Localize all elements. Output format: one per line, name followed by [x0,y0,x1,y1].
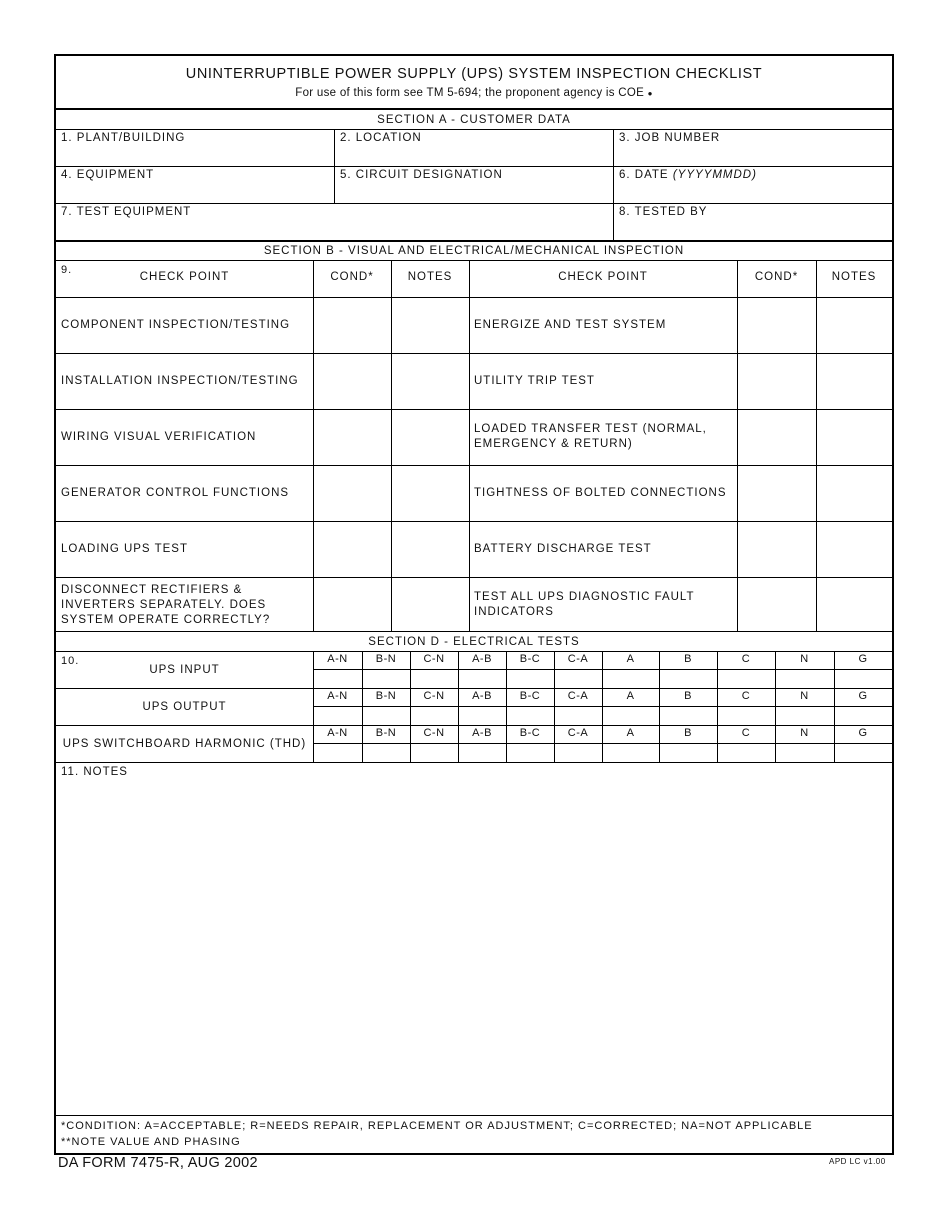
check-point-item [474,521,732,577]
phase-value-field[interactable] [776,707,834,725]
form-title: UNINTERRUPTIBLE POWER SUPPLY (UPS) SYSTEM INSPECTION CHECKLIST [185,66,763,82]
phase-value-field[interactable] [314,707,362,725]
divider [56,108,892,110]
phase-label: A-B [472,727,492,739]
notes-header-right: NOTES [831,271,877,283]
phase-value-field[interactable] [660,744,717,762]
check-point-label: ENERGIZE AND TEST SYSTEM [474,318,667,331]
notes-field[interactable] [57,782,891,1114]
cond-header-right: COND* [754,271,799,283]
cond-field[interactable] [738,578,816,632]
phase-label: C [741,690,751,702]
phase-value-field[interactable] [555,670,602,688]
check-point-label: LOADING UPS TEST [61,542,188,555]
check-point-header-left: CHECK POINT [139,271,230,283]
notes-cell-field[interactable] [392,522,469,576]
circuit-designation-field[interactable] [336,183,612,202]
phase-value-field[interactable] [459,707,506,725]
job-number-label: 3. JOB NUMBER [619,132,721,144]
phase-value-field[interactable] [603,744,659,762]
check-point-item [474,297,732,353]
phase-value-field[interactable] [718,744,775,762]
condition-note: *CONDITION: A=ACCEPTABLE; R=NEEDS REPAIR, REPLACEMENT OR ADJUSTMENT; C=CORRECTED; NA=NOT APPLICABLE [61,1120,813,1132]
notes-cell-field[interactable] [392,410,469,464]
phase-label: G [858,653,868,665]
phase-label: A-B [472,690,492,702]
notes-cell-field[interactable] [392,578,469,632]
plant-building-field[interactable] [57,146,333,165]
phase-label: B [684,727,692,739]
check-point-label: UTILITY TRIP TEST [474,374,595,387]
phase-value-field[interactable] [603,670,659,688]
job-number-field[interactable] [615,146,891,165]
notes-cell-field[interactable] [392,298,469,352]
phase-value-field[interactable] [603,707,659,725]
cond-field[interactable] [738,410,816,464]
phase-value-field[interactable] [363,707,410,725]
check-point-item [474,577,732,633]
check-point-label: INSTALLATION INSPECTION/TESTING [61,374,299,387]
check-point-item [61,297,308,353]
section-b-heading: SECTION B - VISUAL AND ELECTRICAL/MECHANICAL INSPECTION [263,245,685,257]
phase-label: A-N [327,653,348,665]
phase-label: A-B [472,653,492,665]
phase-label: B-N [375,690,397,702]
phase-label: C-N [423,690,445,702]
notes-cell-field[interactable] [392,466,469,520]
notes-cell-field[interactable] [817,578,892,632]
electrical-test-row-label: UPS SWITCHBOARD HARMONIC (THD) [62,738,307,750]
phase-value-field[interactable] [718,707,775,725]
phase-label: B-N [375,727,397,739]
phase-label: C-A [567,727,589,739]
cond-field[interactable] [314,578,391,632]
phase-value-field[interactable] [411,744,458,762]
cond-field[interactable] [738,466,816,520]
check-point-label: TIGHTNESS OF BOLTED CONNECTIONS [474,486,727,499]
notes-cell-field[interactable] [817,466,892,520]
check-point-label: GENERATOR CONTROL FUNCTIONS [61,486,290,499]
phase-value-field[interactable] [835,744,892,762]
cond-field[interactable] [314,410,391,464]
cond-field[interactable] [314,522,391,576]
check-point-item [61,577,308,633]
section-d-item-number: 10. [61,655,80,667]
form-version: APD LC v1.00 [829,1157,886,1166]
test-equipment-field[interactable] [57,220,612,239]
phase-label: B-N [375,653,397,665]
cond-field[interactable] [314,354,391,408]
phase-label: B-C [519,690,541,702]
check-point-item [474,353,732,409]
cond-field[interactable] [738,298,816,352]
check-point-label: LOADED TRANSFER TEST (NORMAL, EMERGENCY & RETURN) [474,423,707,450]
phase-label: C-A [567,690,589,702]
check-point-item [61,409,308,465]
phase-value-field[interactable] [555,744,602,762]
notes-cell-field[interactable] [817,354,892,408]
phase-label: B-C [519,653,541,665]
phase-value-field[interactable] [660,707,717,725]
phase-value-field[interactable] [363,744,410,762]
phase-label: B-C [519,727,541,739]
check-point-item [61,521,308,577]
phase-value-field[interactable] [459,670,506,688]
phase-value-field[interactable] [718,670,775,688]
check-point-label: DISCONNECT RECTIFIERS & INVERTERS SEPARATELY. DOES SYSTEM OPERATE CORRECTLY? [61,583,271,626]
date-field[interactable] [615,183,891,202]
check-point-label: TEST ALL UPS DIAGNOSTIC FAULT INDICATORS [474,591,695,618]
phase-label: G [858,727,868,739]
phase-value-field[interactable] [835,670,892,688]
phase-label: A [626,653,635,665]
phase-label: A-N [327,690,348,702]
test-equipment-label: 7. TEST EQUIPMENT [61,206,192,218]
check-point-label: BATTERY DISCHARGE TEST [474,542,652,555]
phase-value-field[interactable] [507,707,554,725]
equipment-field[interactable] [57,183,333,202]
phase-value-field[interactable] [507,670,554,688]
value-note: **NOTE VALUE AND PHASING [61,1136,241,1148]
form-id: DA FORM 7475-R, AUG 2002 [58,1155,258,1171]
section-d-heading: SECTION D - ELECTRICAL TESTS [368,636,580,648]
phase-label: C-N [423,653,445,665]
check-point-item [61,465,308,521]
cond-field[interactable] [738,522,816,576]
equipment-label: 4. EQUIPMENT [61,169,155,181]
phase-label: C-A [567,653,589,665]
phase-value-field[interactable] [459,744,506,762]
check-point-item [474,409,732,465]
notes-header-left: NOTES [407,271,453,283]
phase-label: B [684,690,692,702]
location-field[interactable] [336,146,612,165]
phase-value-field[interactable] [363,670,410,688]
phase-label: N [800,690,809,702]
section-b-item-number: 9. [61,264,73,276]
check-point-header-right: CHECK POINT [558,271,648,283]
notes-cell-field[interactable] [817,410,892,464]
form-subtitle: For use of this form see TM 5-694; the proponent agency is COE ● [295,87,653,99]
phase-value-field[interactable] [776,744,834,762]
phase-value-field[interactable] [411,670,458,688]
phase-value-field[interactable] [411,707,458,725]
phase-value-field[interactable] [314,744,362,762]
section-a-heading: SECTION A - CUSTOMER DATA [377,114,571,126]
phase-label: G [858,690,868,702]
phase-label: A [626,690,635,702]
notes-cell-field[interactable] [392,354,469,408]
phase-label: C-N [423,727,445,739]
phase-label: N [800,653,809,665]
phase-label: B [684,653,692,665]
phase-value-field[interactable] [776,670,834,688]
check-point-item [474,465,732,521]
phase-label: C [741,727,751,739]
phase-value-field[interactable] [507,744,554,762]
check-point-label: WIRING VISUAL VERIFICATION [61,430,257,443]
notes-cell-field[interactable] [817,298,892,352]
notes-label: 11. NOTES [61,766,128,778]
phase-label: N [800,727,809,739]
tested-by-field[interactable] [615,220,891,239]
phase-label: C [741,653,751,665]
plant-building-label: 1. PLANT/BUILDING [61,132,186,144]
cond-field[interactable] [314,298,391,352]
phase-value-field[interactable] [314,670,362,688]
circuit-designation-label: 5. CIRCUIT DESIGNATION [340,169,503,181]
phase-value-field[interactable] [835,707,892,725]
cond-field[interactable] [314,466,391,520]
notes-cell-field[interactable] [817,522,892,576]
tested-by-label: 8. TESTED BY [619,206,708,218]
cond-field[interactable] [738,354,816,408]
electrical-test-row-label: UPS OUTPUT [142,701,227,713]
check-point-item [61,353,308,409]
location-label: 2. LOCATION [340,132,422,144]
inspection-form [54,54,894,1155]
electrical-test-row-label: UPS INPUT [149,664,220,676]
phase-value-field[interactable] [555,707,602,725]
phase-label: A-N [327,727,348,739]
date-label: 6. DATE (YYYYMMDD) [619,169,757,181]
phase-value-field[interactable] [660,670,717,688]
cond-header-left: COND* [330,271,374,283]
check-point-label: COMPONENT INSPECTION/TESTING [61,318,291,331]
phase-label: A [626,727,635,739]
